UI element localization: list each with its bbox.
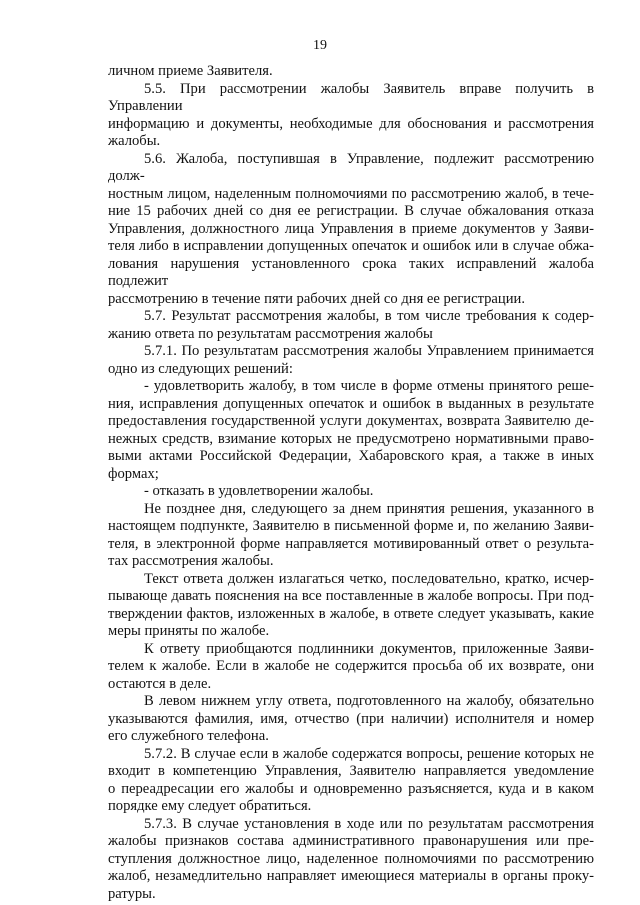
text-line: нежных средств, взимание которых не предусмотрено нормативными право-: [108, 430, 594, 447]
text-line: его служебного телефона.: [108, 728, 269, 744]
text-line: 5.5. При рассмотрении жалобы Заявитель вправе получить в Управлении: [108, 80, 594, 114]
text-line: предоставления государственной услуги документах, возврата Заявителю де-: [108, 413, 594, 429]
text-line: Управления, должностного лица Управления в приеме документов у Заяви-: [108, 220, 594, 237]
text-line: - отказать в удовлетворении жалобы.: [144, 483, 374, 499]
paragraph: [108, 483, 594, 501]
text-line: формах;: [108, 465, 159, 482]
text-line: Текст ответа должен излагаться четко, последовательно, кратко, исчер-: [144, 570, 594, 587]
text-line: - удовлетворить жалобу, в том числе в форме отмены принятого реше-: [144, 378, 594, 394]
paragraph: [108, 378, 594, 483]
text-line: В левом нижнем углу ответа, подготовленного на жалобу, обязательно: [144, 693, 594, 709]
text-line: тверждении фактов, изложенных в жалобе, в ответе следует указывать, какие: [108, 605, 594, 622]
text-line: К ответу приобщаются подлинники документов, приложенные Заяви-: [144, 640, 594, 657]
paragraph: [108, 693, 594, 746]
text-line: выми актами Российской Федерации, Хабаровского края, а также в иных: [108, 448, 594, 464]
text-line: 5.7.1. По результатам рассмотрения жалобы Управлением принимается: [144, 343, 594, 359]
text-line: теля либо в исправлении допущенных опечаток и ошибок или в случае обжа-: [108, 238, 594, 254]
text-line: ние 15 рабочих дней со дня ее регистрации. В случае обжалования отказа: [108, 203, 594, 219]
paragraph: [108, 343, 594, 378]
text-line: жанию ответа по результатам рассмотрения жалобы: [108, 325, 433, 342]
text-line: жалобы признаков состава административного правонарушения или пре-: [108, 833, 594, 849]
text-line: одно из следующих решений:: [108, 360, 293, 377]
paragraph: [108, 63, 594, 81]
text-line: 5.7.2. В случае если в жалобе содержатся вопросы, решение которых не: [144, 745, 594, 762]
text-line: входит в компетенцию Управления, Заявителю направляется уведомление: [108, 763, 594, 779]
text-line: пывающе давать пояснения на все поставленные в жалобе вопросы. При под-: [108, 588, 594, 604]
paragraph: [108, 746, 594, 816]
text-line: лования нарушения установленного срока таких исправлений жалоба подлежит: [108, 255, 594, 289]
text-line: порядке ему следует обратиться.: [108, 798, 312, 814]
text-line: меры приняты по жалобе.: [108, 623, 270, 639]
paragraph: [108, 816, 594, 904]
text-line: 5.6. Жалоба, поступившая в Управление, подлежит рассмотрению долж-: [108, 150, 594, 184]
text-line: жалобы.: [108, 133, 161, 149]
text-line: 5.7.3. В случае установления в ходе или по результатам рассмотрения: [144, 815, 594, 832]
text-line: настоящем подпункте, Заявителю в письменной форме и, по желанию Заяви-: [108, 518, 594, 534]
paragraph: [108, 81, 594, 151]
text-line: о переадресации его жалобы и одновременно разъясняется, куда и в каком: [108, 780, 594, 797]
document-body: [108, 63, 594, 903]
text-line: ступления должностное лицо, наделенное полномочиями по рассмотрению: [108, 850, 594, 867]
text-line: Не позднее дня, следующего за днем принятия решения, указанного в: [144, 500, 594, 517]
paragraph: [108, 571, 594, 641]
text-line: остаются в деле.: [108, 675, 212, 692]
text-line: ратуры.: [108, 885, 156, 902]
text-line: жалоб, незамедлительно направляет имеющиеся материалы в органы проку-: [108, 868, 594, 884]
text-line: ния, исправления допущенных опечаток и ошибок в выданных в результате: [108, 395, 594, 412]
paragraph: [108, 641, 594, 694]
text-line: информацию и документы, необходимые для обоснования и рассмотрения: [108, 115, 594, 132]
paragraph: [108, 501, 594, 571]
text-line: теля, в электронной форме направляется мотивированный ответ о результа-: [108, 535, 594, 552]
text-line: тах рассмотрения жалобы.: [108, 553, 274, 569]
text-line: 5.7. Результат рассмотрения жалобы, в том числе требования к содер-: [144, 308, 594, 324]
text-line: личном приеме Заявителя.: [108, 63, 273, 79]
page-number: 19: [313, 38, 327, 53]
text-line: телем к жалобе. Если в жалобе не содержится просьба об их возврате, они: [108, 658, 594, 674]
text-line: ностным лицом, наделенным полномочиями по рассмотрению жалоб, в тече-: [108, 185, 594, 202]
paragraph: [108, 308, 594, 343]
text-line: указываются фамилия, имя, отчество (при наличии) исполнителя и номер: [108, 710, 594, 727]
text-line: рассмотрению в течение пяти рабочих дней со дня ее регистрации.: [108, 290, 525, 307]
paragraph: [108, 151, 594, 309]
